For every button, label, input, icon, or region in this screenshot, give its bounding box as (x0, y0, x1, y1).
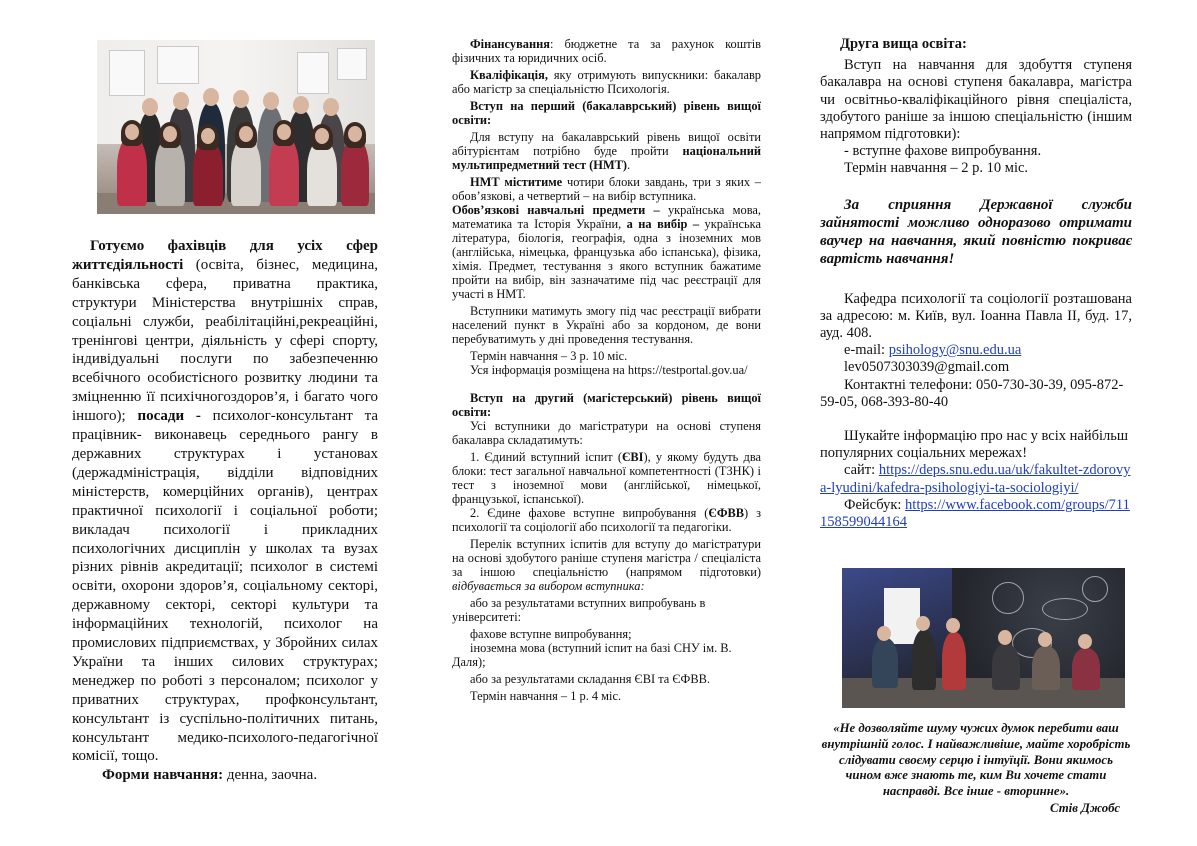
financing-text: : бюджетне та за рахунок коштів фізичних та юридичних осіб. (452, 37, 761, 65)
bachelor-term: Термін навчання – 3 р. 10 міс. (470, 349, 628, 363)
email-2[interactable]: lev0507303039@gmail.com (844, 359, 1010, 376)
second-edu-bullet: - вступне фахове випробування. (844, 143, 1042, 160)
site-link[interactable]: https://deps.snu.edu.ua/uk/fakultet-zdorovya-lyudini/kafedra-psihologiyi-ta-sociologiyi/ (820, 462, 1131, 496)
nmt-bold: національний мультипредметний тест (НМТ) (452, 144, 761, 172)
option-1a: фахове вступне випробування; (470, 627, 632, 641)
nmt-blocks-bold: НМТ міститиме (470, 175, 563, 189)
nmt-blocks-paragraph (452, 175, 761, 203)
subjects-bold: Обов’язкові навчальні предмети – (452, 203, 660, 217)
email-label: e-mail: (844, 342, 889, 359)
list-italic: відбувається за вибором вступника: (452, 579, 645, 593)
subjects-text: українська мова, математика та Історія України, (452, 203, 761, 231)
voucher-paragraph: За сприяння Державної служби зайнятості можливо одноразово отримати ваучер на навчання, який повністю покриває вартість навчання! (820, 196, 1132, 267)
facebook-link[interactable]: https://www.facebook.com/groups/711158599044164 (820, 496, 1130, 531)
facebook-label: Фейсбук: (844, 496, 906, 513)
efvv-paragraph (452, 506, 761, 534)
place-paragraph: Вступники матимуть змогу під час реєстрації вибрати населений пункт в Україні або за кордоном, де вони перебуватимуть у дні проведення тестування. (452, 304, 761, 346)
efvv-bold: ЄФВВ (708, 506, 744, 520)
column-middle (452, 37, 761, 703)
info-paragraph: Уся інформація розміщена на https://testportal.gov.ua/ (470, 363, 748, 377)
forms-text: денна, заочна. (223, 767, 318, 783)
list-paragraph (452, 537, 761, 593)
qualification-bold: Кваліфікація, (470, 68, 548, 82)
bachelor-nmt-end: . (627, 158, 631, 172)
forms-paragraph (72, 766, 378, 785)
address-paragraph: Кафедра психології та соціології розташована за адресою: м. Київ, вул. Іоанна Павла ІІ, буд. 17, ауд. 408. (820, 290, 1132, 342)
posady-bold: посади - (137, 408, 201, 425)
second-edu-term: Термін навчання – 2 р. 10 міс. (844, 160, 1029, 177)
second-edu-text: Вступ на навчання для здобуття ступеня бакалавра на основі ступеня бакалавра, магістра чи освітньо-кваліфікаційного рівня спеціаліста, здобутого раніше за іншою спеціальністю (іншим напрямом підготовки): (820, 57, 1132, 143)
bachelor-nmt-paragraph (452, 130, 761, 172)
subjects-paragraph (452, 203, 761, 301)
bachelor-heading (452, 99, 761, 127)
efvv-text-b: ) з психології та соціології або психології та педагогіки. (452, 506, 761, 534)
second-edu-heading-text: Друга вища освіта: (840, 36, 967, 52)
intro-bold: Готуємо фахівців для усіх сфер життєдіяльності (72, 238, 378, 273)
quote-text: «Не дозволяйте шуму чужих думок перебити ваш внутрішній голос. І найважливіше, майте хоробрість слідувати своєму серцю і інтуїції. Вони якимось чином вже знають те, ким Ви хочете стати насправді. Все інше - вторинне». (821, 721, 1131, 799)
email-link[interactable]: psihology@snu.edu.ua (888, 342, 1022, 359)
social-paragraph: Шукайте інформацію про нас у всіх найбільш популярних соціальних мережах! (820, 428, 1129, 462)
site-line (820, 462, 1132, 496)
email-line (820, 342, 1132, 359)
qualification-text: яку отримують випускники: бакалавр або магістр за спеціальністю Психологія. (452, 68, 761, 96)
master-heading-text: Вступ на другий (магістерський) рівень вищої освіти: (452, 391, 761, 419)
financing-paragraph (452, 37, 761, 65)
option-1b: іноземна мова (вступний іспит на базі СНУ ім. В. Даля); (452, 641, 732, 669)
phones-paragraph: Контактні телефони: 050-730-30-39, 095-872-59-05, 068-393-80-40 (820, 376, 1124, 410)
second-edu-heading (820, 36, 1132, 53)
master-intro: Усі вступники до магістратури на основі ступеня бакалавра складатимуть: (452, 419, 761, 447)
financing-bold: Фінансування (470, 37, 550, 51)
forms-bold: Форми навчання: (102, 767, 224, 783)
site-label: сайт: (844, 462, 879, 479)
qualification-paragraph (452, 68, 761, 96)
intro-text: (освіта, бізнес, медицина, банківська сфера, приватна практика, структури Міністерства внутрішніх справ, соціальні служби, реабілітаційні,рекреаційні, тренінгові центри, діяльність у сфері спорту, індивідуальні послуги по забезпеченню всебічного особистісного розвитку людини та зміцненню її психічногоздоров’я, і багато чого іншого); (72, 256, 378, 425)
choice-text: українська література, біологія, географія, одна з іноземних мов (англійська, німецька, французька або іспанська), фізика, хімія. Предмет, тестування з якого вступник бажатиме пройти на вибір, він зазначатиме під час реєстрації для участі в НМТ. (452, 217, 761, 301)
master-heading (452, 391, 761, 419)
evi-paragraph (452, 450, 761, 506)
bachelor-heading-text: Вступ на перший (бакалаврський) рівень вищої освіти: (452, 99, 761, 127)
list-text: Перелік вступних іспитів для вступу до магістратури на основі здобутого раніше ступеня магістра / спеціаліста за іншою спеціальністю (напрямом підготовки) (452, 537, 761, 579)
careers-paragraph (72, 237, 378, 766)
evi-text-b: ), у якому будуть два блоки: тест загальної навчальної компетентності (ТЗНК) і тест з іноземної мови (англійської, німецької, французької, іспанської). (452, 450, 762, 506)
posady-text: психолог-консультант та працівник- виконавець середнього рангу в державних структурах і установах (держадміністрація, відділи відповідних міністерств, комерційних органів), центрах практичної психології і соціальної роботи; викладач психології і прикладних психологічних дисциплін у школах та вузах різних рівнів акредитації; психолог в системі освіти, охорони здоров’я, соціальному секторі, державному секторі, секторі культури та інформаційних технологій, психолог на промислових підприємствах, у Збройних силах України та інших силових структурах; менеджер по роботі з персоналом; психолог у приватних структурах, профконсультант, консультант із суспільно-політичних питань, консультант медико-психолого-педагогічної комісії, тощо. (72, 408, 378, 765)
classroom-photo (842, 568, 1125, 708)
column-right (820, 36, 1132, 531)
option-2: або за результатами складання ЄВІ та ЄФВВ. (470, 672, 710, 686)
master-term: Термін навчання – 1 р. 4 міс. (470, 689, 622, 703)
choice-bold: а на вибір – (626, 217, 700, 231)
option-1: або за результатами вступних випробувань в університеті: (452, 596, 706, 624)
evi-bold: ЄВІ (622, 450, 644, 464)
group-photo (97, 40, 375, 214)
quote-author: Стів Джобс (1050, 801, 1121, 815)
bachelor-nmt-text: Для вступу на бакалаврський рівень вищої освіти абітурієнтам потрібно буде пройти (452, 130, 761, 158)
evi-text-a: 1. Єдиний вступний іспит ( (470, 450, 622, 464)
efvv-text-a: 2. Єдине фахове вступне випробування ( (470, 506, 709, 520)
facebook-line (820, 497, 1132, 531)
nmt-blocks-text: чотири блоки завдань, три з яких – обов’язкові, а четвертий – на вибір вступника. (452, 175, 762, 203)
